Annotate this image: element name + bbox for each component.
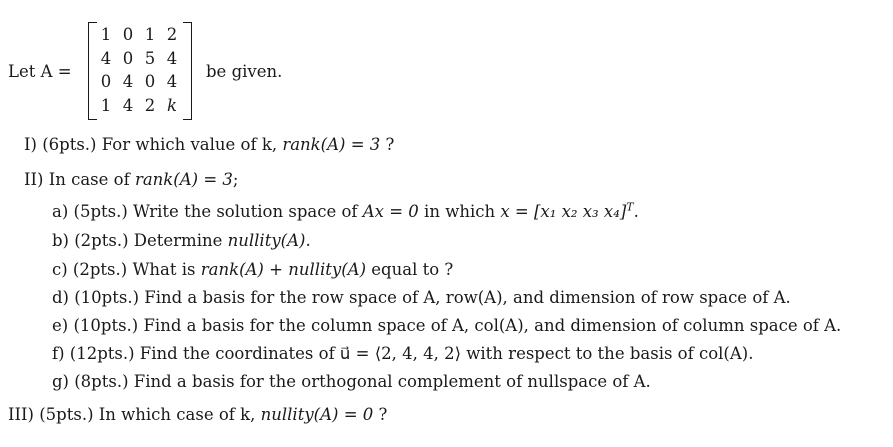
question-3-suffix: ? [373, 405, 388, 424]
question-2b-suffix: . [305, 231, 311, 250]
question-3-prefix: III) (5pts.) In which case of k, [8, 405, 261, 424]
matrix-cell: 2 [144, 95, 156, 115]
question-2a-math2: x = [x₁ x₂ x₃ x₄] [500, 202, 627, 221]
matrix-cell: 1 [100, 25, 112, 44]
question-2a-prefix: a) (5pts.) Write the solution space of [52, 202, 363, 221]
question-1-suffix: ? [380, 135, 395, 154]
matrix-cell: 4 [100, 48, 112, 68]
matrix-cell: 2 [166, 25, 178, 44]
question-2b-math: nullity(A) [227, 231, 306, 250]
question-2e: e) (10pts.) Find a basis for the column space of A, col(A), and dimension of column space of A. [52, 316, 842, 335]
matrix-cell: 4 [166, 48, 178, 68]
question-2a-sup: T [626, 200, 634, 214]
question-1 [24, 135, 394, 155]
matrix-cell: 4 [122, 95, 134, 115]
question-2-math: rank(A) = 3 [134, 170, 233, 189]
matrix-cell: 0 [100, 72, 112, 91]
matrix-cell: 1 [144, 25, 156, 44]
matrix-cell: 0 [144, 72, 156, 91]
question-2a-suffix: . [633, 202, 639, 221]
question-1-prefix: I) (6pts.) For which value of k, [24, 135, 283, 154]
question-1-math: rank(A) = 3 [282, 135, 381, 154]
matrix-grid [95, 23, 183, 117]
question-2c-prefix: c) (2pts.) What is [52, 260, 201, 279]
question-2-prefix: II) In case of [24, 170, 135, 189]
intro-suffix: be given. [206, 62, 283, 81]
intro-label: Let A = [8, 62, 72, 81]
question-2c [52, 260, 453, 280]
question-2d: d) (10pts.) Find a basis for the row space of A, row(A), and dimension of row space of A. [52, 288, 791, 307]
question-2a-mid: in which [418, 202, 501, 221]
question-2 [24, 170, 238, 190]
question-2b-prefix: b) (2pts.) Determine [52, 231, 228, 250]
question-2f: f) (12pts.) Find the coordinates of u⃗ = ⟨2, 4, 4, 2⟩ with respect to the basis of col(A). [52, 344, 754, 363]
question-2a [52, 202, 639, 222]
matrix-cell: 0 [122, 48, 134, 68]
matrix-cell: 4 [166, 72, 178, 91]
matrix-cell: k [167, 95, 177, 115]
question-2a-math1: Ax = 0 [362, 202, 419, 221]
question-2g: g) (8pts.) Find a basis for the orthogonal complement of nullspace of A. [52, 372, 651, 391]
question-3-math: nullity(A) = 0 [260, 405, 374, 424]
matrix-right-bracket [183, 22, 192, 120]
matrix-cell: 5 [144, 48, 156, 68]
question-3 [8, 405, 387, 425]
matrix-cell: 4 [122, 72, 134, 91]
matrix-cell: 1 [100, 95, 112, 115]
question-2c-suffix: equal to ? [366, 260, 454, 279]
matrix-cell: 0 [122, 25, 134, 44]
question-2-suffix: ; [232, 170, 239, 189]
question-2b [52, 231, 311, 251]
matrix-a [88, 22, 192, 118]
question-2c-math: rank(A) + nullity(A) [200, 260, 367, 279]
